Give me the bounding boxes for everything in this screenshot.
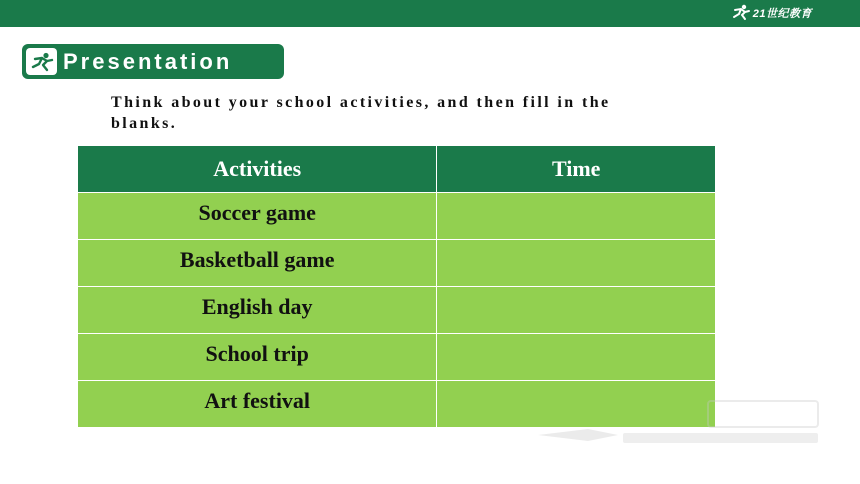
table-row (78, 240, 716, 287)
time-cell[interactable] (437, 193, 716, 240)
activity-cell: English day (78, 287, 437, 334)
time-cell[interactable] (437, 381, 716, 428)
table-header-row (78, 146, 716, 193)
section-title: Presentation (63, 48, 233, 74)
time-cell[interactable] (437, 334, 716, 381)
runner-icon (731, 4, 751, 22)
table-row (78, 334, 716, 381)
activity-cell: Basketball game (78, 240, 437, 287)
top-banner (0, 0, 860, 27)
time-cell[interactable] (437, 240, 716, 287)
section-header (22, 44, 284, 79)
activity-table (77, 145, 716, 428)
instruction-text: Think about your school activities, and then fill in the blanks. (111, 94, 611, 132)
column-header-activities: Activities (78, 146, 437, 193)
table-row (78, 287, 716, 334)
runner-icon (26, 48, 57, 75)
table-row (78, 193, 716, 240)
brand-logo (731, 3, 812, 23)
activity-cell: Art festival (78, 381, 437, 428)
time-cell[interactable] (437, 287, 716, 334)
activity-cell: School trip (78, 334, 437, 381)
logo-text: 21世纪教育 (752, 8, 812, 20)
activity-cell: Soccer game (78, 193, 437, 240)
table-row (78, 381, 716, 428)
column-header-time: Time (437, 146, 716, 193)
